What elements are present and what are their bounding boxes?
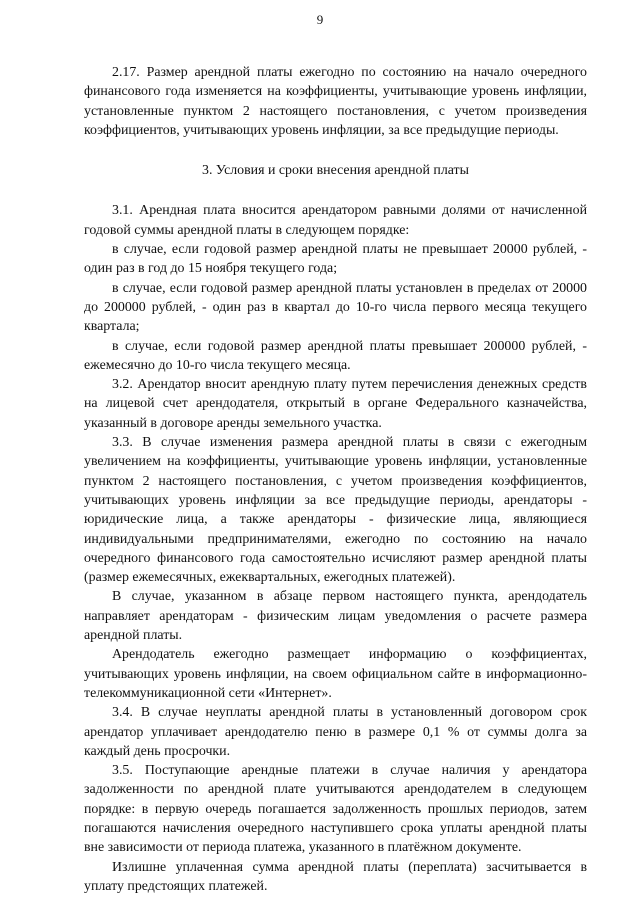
paragraph-3-1: 3.1. Арендная плата вносится арендатором равными долями от начисленной годовой суммы арендной платы в следующем порядке:	[84, 203, 587, 238]
paragraph-3-3: 3.3. В случае изменения размера арендной платы в связи с ежегодным увеличением на коэффициенты, учитывающие уровень инфляции, установленные пунктом 2 настоящего постановления, с учетом произведения коэффициентов, учитывающих уровень инфляции за все предыдущие периоды, арендаторы - юридические лица, а также арендаторы - физические лица, являющиеся индивидуальными предпринимателями, ежегодно по состоянию на начало очередного финансового года самостоятельно исчисляют размер арендной платы (размер ежемесячных, ежеквартальных, ежегодных платежей).	[84, 435, 587, 586]
paragraph-3-2: 3.2. Арендатор вносит арендную плату путем перечисления денежных средств на лицевой счет арендодателя, открытый в органе Федерального казначейства, указанный в договоре аренды земельного участка.	[84, 377, 587, 431]
paragraph-3-5-overpayment: Излишне уплаченная сумма арендной платы (переплата) засчитывается в уплату предстоящих платежей.	[84, 859, 587, 894]
paragraph-2-17: 2.17. Размер арендной платы ежегодно по состоянию на начало очередного финансового года изменяется на коэффициенты, учитывающие уровень инфляции, установленные пунктом 2 настоящего постановления, с учетом произведения коэффициентов, учитывающих уровень инфляции, за все предыдущие периоды.	[84, 65, 587, 138]
paragraph-3-3-publication: Арендодатель ежегодно размещает информацию о коэффициентах, учитывающих уровень инфляции, на своем официальном сайте в информационно-телекоммуникационной сети «Интернет».	[84, 647, 587, 701]
paragraph-3-1-case-1: в случае, если годовой размер арендной платы не превышает 20000 рублей, - один раз в год до 15 ноября текущего года;	[84, 242, 587, 277]
document-body	[84, 63, 587, 896]
paragraph-3-4: 3.4. В случае неуплаты арендной платы в установленный договором срок арендатор уплачивает арендодателю пеню в размере 0,1 % от суммы долга за каждый день просрочки.	[84, 705, 587, 759]
paragraph-3-3-notice: В случае, указанном в абзаце первом настоящего пункта, арендодатель направляет арендаторам - физическим лицам уведомления о расчете размера арендной платы.	[84, 589, 587, 644]
page-number: 9	[316, 12, 324, 27]
section-heading: 3. Условия и сроки внесения арендной платы	[202, 163, 469, 179]
paragraph-3-1-case-3: в случае, если годовой размер арендной платы превышает 200000 рублей, - ежемесячно до 10-го числа текущего месяца.	[84, 338, 587, 373]
paragraph-3-5: 3.5. Поступающие арендные платежи в случае наличия у арендатора задолженности по арендной плате учитываются арендодателем в следующем порядке: в первую очередь погашается задолженность прошлых периодов, затем погашаются начисления очередного наступившего срока уплаты арендной платы вне зависимости от периода платежа, указанного в платёжном документе.	[84, 763, 587, 856]
paragraph-3-1-case-2: в случае, если годовой размер арендной платы установлен в пределах от 20000 до 200000 рублей, - один раз в квартал до 10-го числа первого месяца текущего квартала;	[84, 280, 587, 335]
